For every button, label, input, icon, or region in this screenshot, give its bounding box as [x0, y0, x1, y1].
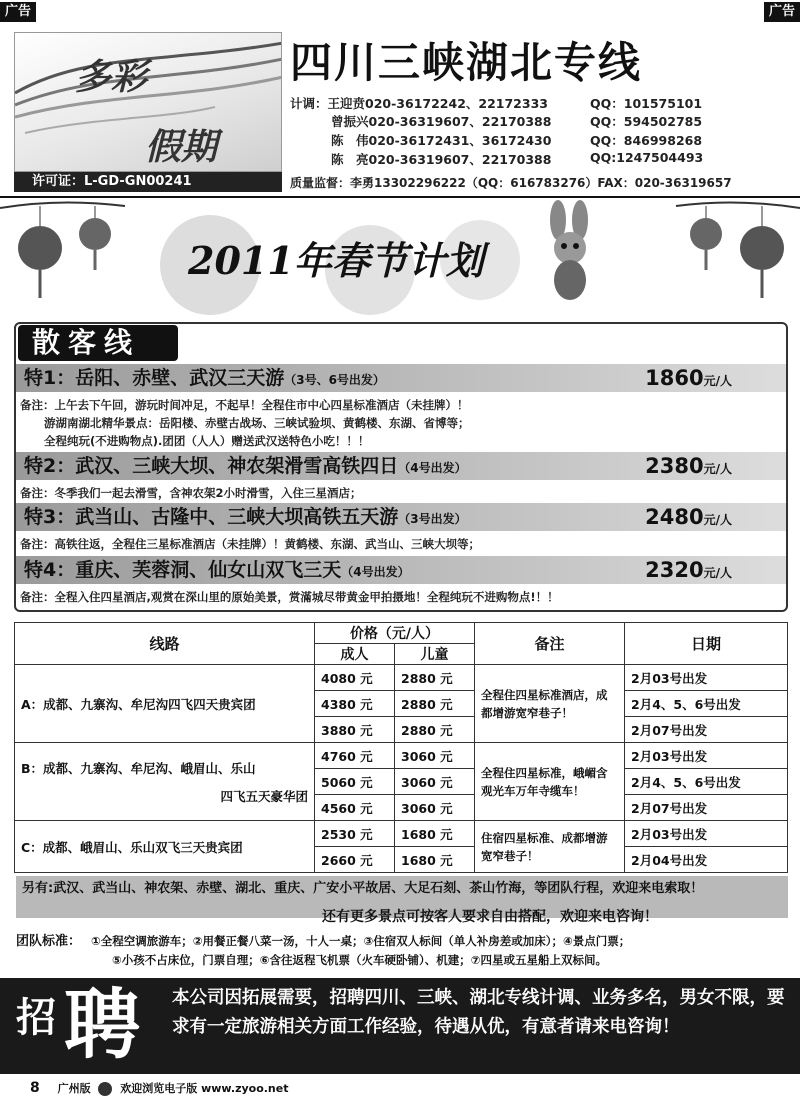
route-note: 游湖南湖北精华景点：岳阳楼、赤壁古战场、三峡试验坝、黄鹤楼、东湖、省博等；	[44, 416, 470, 430]
license-number: 许可证：L-GD-GN00241	[14, 172, 282, 192]
route-cell: B：成都、九寨沟、牟尼沟、峨眉山、乐山 四飞五天豪华团	[15, 743, 315, 821]
company-logo	[14, 32, 282, 172]
recruit-char: 聘	[64, 980, 140, 1069]
note-cell: 全程住四星标准，峨嵋含观光车万年寺缆车！	[475, 743, 625, 821]
contact-row: 计调：王迎贲020-36172242、22172333 QQ：101575101	[290, 96, 703, 111]
child-price: 3060 元	[395, 769, 475, 795]
date-cell: 2月4、5、6号出发	[625, 691, 788, 717]
ad-tag-right: 广告	[764, 2, 800, 22]
route-note: 备注：冬季我们一起去滑雪，含神农架2小时滑雪，入住三星酒店；	[20, 486, 362, 500]
ad-tag-left: 广告	[0, 2, 36, 22]
child-price: 2880 元	[395, 717, 475, 743]
contact-row: 曾振兴020-36319607、22170388 QQ：594502785	[331, 114, 703, 129]
edition: 广州版	[57, 1082, 91, 1095]
note-cell: 住宿四星标准、成都增游宽窄巷子！	[475, 821, 625, 873]
table-row	[15, 743, 788, 769]
adult-price: 4380 元	[315, 691, 395, 717]
child-price: 2880 元	[395, 665, 475, 691]
adult-price: 3880 元	[315, 717, 395, 743]
date-cell: 2月03号出发	[625, 821, 788, 847]
page-title: 四川三峡湖北专线	[290, 38, 643, 87]
lantern-right-icon	[672, 198, 800, 308]
header-note: 备注	[475, 623, 625, 665]
date-cell: 2月03号出发	[625, 665, 788, 691]
child-price: 1680 元	[395, 847, 475, 873]
date-cell: 2月03号出发	[625, 743, 788, 769]
header-adult: 成人	[315, 644, 395, 665]
recruit-text: 本公司因拓展需要，招聘四川、三峡、湖北专线计调、业务多名，男女不限，要求有一定旅游相关方面工作经验，待遇从优，有意者请来电咨询！	[172, 988, 785, 1037]
logo-text-bottom: 假期	[145, 126, 218, 168]
date-cell: 2月07号出发	[625, 717, 788, 743]
route-note: 备注：全程入住四星酒店,观赏在深山里的原始美景，赏滿城尽带黄金甲拍摄地！全程纯玩不进购物点!！！	[20, 590, 559, 604]
date-cell: 2月4、5、6号出发	[625, 769, 788, 795]
adult-price: 4760 元	[315, 743, 395, 769]
route-note: 备注：上午去下午回，游玩时间冲足，不起早！全程住市中心四星标准酒店（未挂牌）！	[20, 398, 469, 412]
recruit-char: 招	[16, 995, 56, 1041]
note-cell: 全程住四星标准酒店，成都增游宽窄巷子！	[475, 665, 625, 743]
page-number: 8	[30, 1080, 40, 1096]
table-row	[15, 665, 788, 691]
logo-text-top: 多彩	[75, 56, 148, 98]
table-row	[15, 821, 788, 847]
adult-price: 4560 元	[315, 795, 395, 821]
route-cell: C：成都、峨眉山、乐山双飞三天贵宾团	[15, 821, 315, 873]
child-price: 2880 元	[395, 691, 475, 717]
rabbit-mascot-icon	[530, 200, 610, 310]
child-price: 3060 元	[395, 795, 475, 821]
route-note: 备注：高铁往返，全程住三星标准酒店（未挂牌）！黄鹤楼、东湖、武当山、三峡大坝等；	[20, 537, 480, 551]
group-tour-table	[14, 622, 788, 873]
plan-title: 2011年春节计划	[188, 238, 484, 283]
child-price: 3060 元	[395, 743, 475, 769]
footer-text: 欢迎浏览电子版 www.zyoo.net	[120, 1082, 289, 1095]
adult-price: 5060 元	[315, 769, 395, 795]
contact-row: 陈 亮020-36319607、22170388 QQ:1247504493	[331, 150, 704, 167]
route-note: 全程纯玩(不进购物点).团团（人人）赠送武汉送特色小吃！！！	[44, 434, 370, 448]
adult-price: 2660 元	[315, 847, 395, 873]
contact-row: 陈 伟020-36172431、36172430 QQ：846998268	[331, 133, 703, 148]
route-bar: 特2：武汉、三峡大坝、神农架滑雪高铁四日（4号出发） 2380元/人	[16, 452, 786, 480]
quality-supervision: 质量监督：李勇13302296222（QQ：616783276）FAX：020-36319657	[290, 176, 732, 190]
group-standard: 团队标准： ①全程空调旅游车；②用餐正餐八菜一汤，十人一桌；③住宿双人标间（单人补房差或加床）；④景点门票； ⑤小孩不占床位，门票自理；⑥含往返程飞机票（火车硬卧铺）、机建；⑦四星或五星船上双标间。	[16, 934, 631, 967]
scatter-lines-heading: 散客线	[18, 325, 178, 361]
date-cell: 2月07号出发	[625, 795, 788, 821]
lantern-left-icon	[0, 198, 130, 308]
header-price: 价格（元/人）	[315, 623, 475, 644]
custom-tour-notice: 还有更多景点可按客人要求自由搭配，欢迎来电咨询！	[322, 909, 658, 925]
header-date: 日期	[625, 623, 788, 665]
badge-icon	[98, 1082, 112, 1096]
other-tours-notice: 另有:武汉、武当山、神农架、赤壁、湖北、重庆、广安小平故居、大足石刻、茶山竹海，等团队行程，欢迎来电索取！	[16, 876, 788, 918]
child-price: 1680 元	[395, 821, 475, 847]
adult-price: 4080 元	[315, 665, 395, 691]
adult-price: 2530 元	[315, 821, 395, 847]
route-cell: A：成都、九寨沟、牟尼沟四飞四天贵宾团	[15, 665, 315, 743]
header-route: 线路	[15, 623, 315, 665]
date-cell: 2月04号出发	[625, 847, 788, 873]
route-bar: 特3：武当山、古隆中、三峡大坝高铁五天游（3号出发） 2480元/人	[16, 503, 786, 531]
route-bar: 特4：重庆、芙蓉洞、仙女山双飞三天（4号出发） 2320元/人	[16, 556, 786, 584]
route-bar: 特1：岳阳、赤壁、武汉三天游（3号、6号出发） 1860元/人	[16, 364, 786, 392]
recruitment-banner	[0, 978, 800, 1074]
page-footer	[30, 1080, 289, 1096]
header-child: 儿童	[395, 644, 475, 665]
